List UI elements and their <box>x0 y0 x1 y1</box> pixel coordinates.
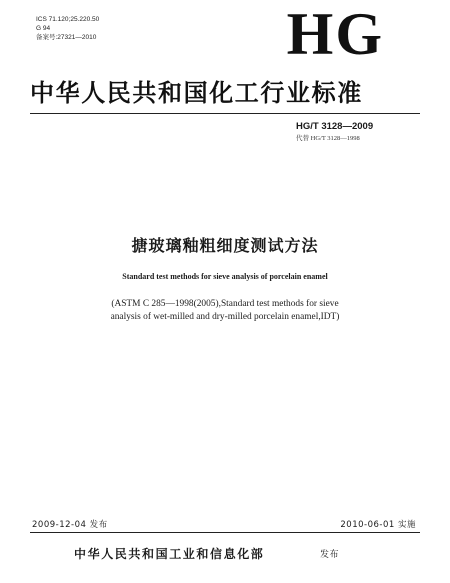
adoption-line-2: analysis of wet-milled and dry-milled porcelain enamel,IDT) <box>110 312 340 322</box>
ics-code: ICS 71.120;25.220.50 <box>36 16 100 23</box>
category-code: G 94 <box>36 25 51 32</box>
adoption-note <box>50 298 400 324</box>
implementation-date: 2010-06-01 实施 <box>340 520 416 530</box>
document-title-en: Standard test methods for sieve analysis of porcelain enamel <box>122 272 328 281</box>
document-title-cn: 搪玻璃釉粗细度测试方法 <box>131 236 319 255</box>
registration-number: 备案号:27321—2010 <box>36 34 97 41</box>
adoption-line-1: (ASTM C 285—1998(2005),Standard test methods for sieve <box>111 299 339 309</box>
issue-date: 2009-12-04 发布 <box>32 520 108 530</box>
top-divider <box>30 113 420 114</box>
organization-title: 中华人民共和国化工行业标准 <box>30 79 363 107</box>
standard-number: HG/T 3128—2009 <box>296 121 374 132</box>
bottom-divider <box>30 532 420 533</box>
replaces-standard: 代替 HG/T 3128—1998 <box>296 135 360 142</box>
publisher-suffix: 发布 <box>320 550 340 560</box>
hg-logo: HG <box>286 1 384 67</box>
publisher-name: 中华人民共和国工业和信息化部 <box>74 547 265 561</box>
